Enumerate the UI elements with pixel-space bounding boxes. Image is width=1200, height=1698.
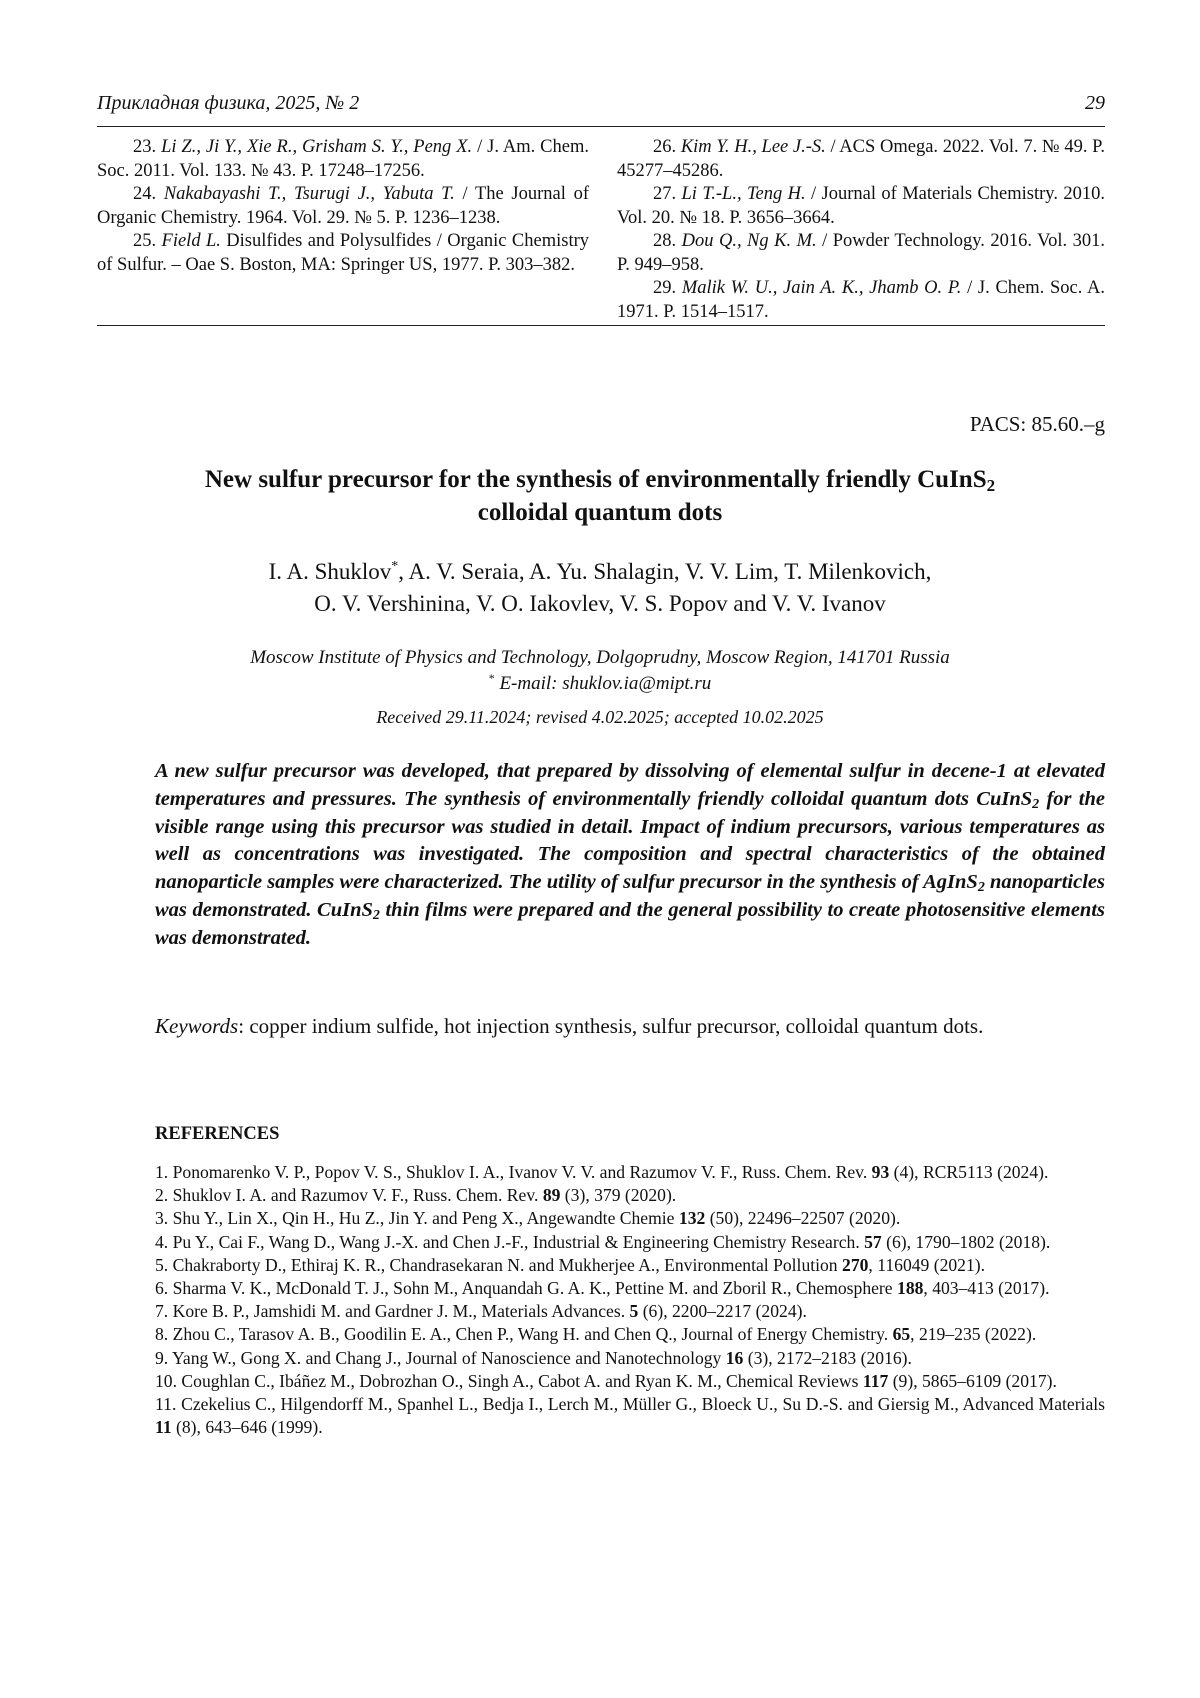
reference-number: 1. (155, 1162, 169, 1182)
reference-text: Zhou C., Tarasov A. B., Goodilin E. A., Chen P., Wang H. and Chen Q., Journal of Energy Chemistry. (172, 1324, 893, 1345)
section-separator-rule (97, 325, 1105, 326)
abstract-part-2: for the visible range using this precursor was studied in detail. Impact of indium precursors, various temperatures as well as concentrations was investigated. The composition and spectral characteristics of the obtained nanoparticle samples were characterized. The utility of sulfur precursor in the synthesis of AgInS (155, 787, 1106, 894)
abstract-subscript-1: 2 (1032, 796, 1040, 812)
reference-source: / Powder Technology. 2016. Vol. 301. P. 949–958. (617, 231, 1105, 275)
reference-pages: (50), 22496–22507 (2020). (705, 1208, 901, 1229)
reference-source: / The Journal of Organic Chemistry. 1964. Vol. 29. № 5. P. 1236–1238. (97, 184, 589, 228)
article-title (100, 463, 1100, 529)
reference-text: Ponomarenko V. P., Popov V. S., Shuklov I. A., Ivanov V. V. and Razumov V. F., Russ. Chem. Rev. (172, 1162, 872, 1182)
title-line-2: colloidal quantum dots (477, 499, 723, 526)
reference-number: 26. (653, 137, 677, 157)
authors-line-1-rest: , A. V. Seraia, A. Yu. Shalagin, V. V. Lim, T. Milenkovich, (398, 559, 932, 584)
reference-entry (617, 183, 1105, 230)
reference-entry (97, 230, 589, 277)
reference-pages: (3), 379 (2020). (560, 1185, 677, 1206)
reference-entry (155, 1161, 1105, 1184)
reference-source: / Journal of Materials Chemistry. 2010. Vol. 20. № 18. P. 3656–3664. (617, 184, 1105, 228)
abstract-subscript-2: 2 (977, 880, 985, 896)
affiliation-block (100, 645, 1100, 697)
reference-authors: Field L. (161, 231, 221, 251)
submission-dates: Received 29.11.2024; revised 4.02.2025; accepted 10.02.2025 (376, 707, 824, 727)
reference-pages: (9), 5865–6109 (2017). (888, 1370, 1057, 1391)
reference-number: 8. (155, 1324, 169, 1345)
reference-entry (155, 1207, 1105, 1230)
author-list (100, 556, 1100, 620)
reference-source: / J. Chem. Soc. A. 1971. P. 1514–1517. (617, 278, 1105, 322)
reference-volume: 16 (725, 1347, 744, 1368)
reference-source: / J. Am. Chem. Soc. 2011. Vol. 133. № 43. P. 17248–17256. (97, 137, 589, 181)
previous-references-right-column (617, 136, 1105, 324)
reference-number: 4. (155, 1231, 169, 1252)
reference-text: Chakraborty D., Ethiraj K. R., Chandrasekaran N. and Mukherjee A., Environmental Pollution (172, 1254, 843, 1275)
reference-text: Shuklov I. A. and Razumov V. F., Russ. Chem. Rev. (172, 1185, 543, 1206)
reference-authors: Li Z., Ji Y., Xie R., Grisham S. Y., Peng X. (161, 137, 473, 157)
reference-pages: (6), 2200–2217 (2024). (638, 1301, 807, 1322)
reference-number: 9. (155, 1347, 169, 1368)
reference-source: / ACS Omega. 2022. Vol. 7. № 49. P. 45277–45286. (617, 137, 1106, 181)
pacs-code: PACS: 85.60.–g (969, 412, 1105, 436)
abstract (155, 758, 1105, 953)
reference-number: 11. (155, 1394, 177, 1415)
reference-authors: Malik W. U., Jain A. K., Jhamb O. P. (681, 278, 962, 298)
reference-entry (617, 230, 1105, 277)
author-first: I. A. Shuklov (268, 559, 392, 584)
reference-authors: Dou Q., Ng K. M. (681, 231, 817, 251)
reference-pages: , 403–413 (2017). (923, 1278, 1050, 1299)
reference-pages: (4), RCR5113 (2024). (889, 1162, 1049, 1182)
email-mark: * (488, 671, 495, 685)
reference-entry (155, 1254, 1105, 1277)
abstract-part-4: thin films were prepared and the general possibility to create photosensitive elements was demonstrated. (155, 898, 1105, 949)
reference-text: Yang W., Gong X. and Chang J., Journal of Nanoscience and Nanotechnology (171, 1347, 726, 1368)
title-line-1: New sulfur precursor for the synthesis of environmentally friendly CuInS (204, 466, 987, 493)
references-heading: REFERENCES (155, 1124, 280, 1144)
reference-number: 3. (155, 1208, 169, 1229)
reference-text: Kore B. P., Jamshidi M. and Gardner J. M., Materials Advances. (172, 1301, 630, 1322)
reference-volume: 270 (842, 1254, 869, 1275)
authors-line-2: O. V. Vershinina, V. O. Iakovlev, V. S. Popov and V. V. Ivanov (314, 591, 886, 616)
reference-entry (155, 1184, 1105, 1207)
keywords (155, 1012, 1105, 1040)
reference-text: Pu Y., Cai F., Wang D., Wang J.-X. and Chen J.-F., Industrial & Engineering Chemistry Research. (172, 1231, 865, 1252)
reference-authors: Li T.-L., Teng H. (681, 184, 806, 204)
corresponding-author-mark: * (391, 559, 399, 574)
affiliation: Moscow Institute of Physics and Technology, Dolgoprudny, Moscow Region, 141701 Russia (250, 647, 950, 668)
reference-volume: 65 (892, 1324, 911, 1345)
reference-text: Czekelius C., Hilgendorff M., Spanhel L., Bedja I., Lerch M., Müller G., Bloeck U., Su D.-S. and Giersig M., Advanced Materials (181, 1394, 1105, 1415)
header-rule (97, 126, 1105, 127)
abstract-subscript-3: 2 (372, 907, 380, 923)
reference-entry (155, 1370, 1105, 1393)
page-number: 29 (1085, 92, 1105, 114)
reference-pages: (3), 2172–2183 (2016). (743, 1347, 912, 1368)
running-header-journal: Прикладная физика, 2025, № 2 (97, 92, 360, 114)
keywords-label: Keywords (155, 1014, 239, 1038)
reference-text: Shu Y., Lin X., Qin H., Hu Z., Jin Y. and Peng X., Angewandte Chemie (172, 1208, 679, 1229)
reference-volume: 5 (629, 1301, 639, 1322)
reference-entry (155, 1393, 1105, 1439)
reference-pages: , 219–235 (2022). (910, 1324, 1037, 1345)
abstract-part-1: A new sulfur precursor was developed, that prepared by dissolving of elemental sulfur in decene-1 at elevated temperatures and pressures. The synthesis of environmentally friendly colloidal quantum dots CuInS (155, 760, 1105, 810)
reference-entry (97, 136, 589, 183)
reference-volume: 57 (864, 1231, 882, 1252)
reference-text: Sharma V. K., McDonald T. J., Sohn M., Anquandah G. A. K., Pettine M. and Zboril R., Chemosphere (172, 1278, 898, 1299)
reference-entry (617, 136, 1105, 183)
reference-number: 6. (155, 1278, 169, 1299)
reference-entry (155, 1231, 1105, 1254)
reference-list (155, 1161, 1105, 1439)
reference-number: 2. (155, 1185, 169, 1206)
reference-authors: Kim Y. H., Lee J.-S. (680, 137, 826, 157)
reference-number: 10. (155, 1370, 177, 1391)
reference-volume: 132 (678, 1208, 706, 1229)
reference-entry (97, 183, 589, 230)
reference-pages: (6), 1790–1802 (2018). (881, 1231, 1051, 1252)
reference-number: 27. (653, 184, 677, 204)
reference-authors: Nakabayashi T., Tsurugi J., Yabuta T. (163, 184, 455, 204)
reference-volume: 89 (542, 1185, 561, 1206)
reference-number: 29. (653, 278, 677, 298)
reference-entry (617, 277, 1105, 324)
title-subscript: 2 (986, 476, 996, 495)
previous-references-left-column (97, 136, 589, 277)
reference-number: 25. (133, 231, 157, 251)
reference-entry (155, 1300, 1105, 1323)
reference-volume: 188 (897, 1278, 924, 1299)
reference-number: 5. (155, 1254, 169, 1275)
reference-text: Coughlan C., Ibáñez M., Dobrozhan O., Singh A., Cabot A. and Ryan K. M., Chemical Reviews (181, 1370, 863, 1391)
reference-entry (155, 1277, 1105, 1300)
reference-pages: , 116049 (2021). (868, 1254, 986, 1275)
reference-number: 28. (653, 231, 677, 251)
reference-entry (155, 1323, 1105, 1346)
reference-source: Disulfides and Polysulfides / Organic Chemistry of Sulfur. – Oae S. Boston, MA: Springer US, 1977. P. 303–382. (97, 231, 589, 275)
reference-volume: 117 (862, 1370, 889, 1391)
reference-number: 24. (133, 184, 157, 204)
reference-number: 7. (155, 1301, 169, 1322)
reference-entry (155, 1347, 1105, 1370)
reference-pages: (8), 643–646 (1999). (171, 1417, 323, 1438)
reference-number: 23. (133, 137, 157, 157)
abstract-part-3: nanoparticles was demonstrated. CuInS (155, 871, 1106, 921)
reference-volume: 93 (871, 1162, 890, 1182)
reference-volume: 11 (155, 1417, 172, 1438)
email-address[interactable]: E-mail: shuklov.ia@mipt.ru (494, 673, 712, 694)
keywords-text: : copper indium sulfide, hot injection synthesis, sulfur precursor, colloidal quantum dots. (238, 1014, 984, 1038)
